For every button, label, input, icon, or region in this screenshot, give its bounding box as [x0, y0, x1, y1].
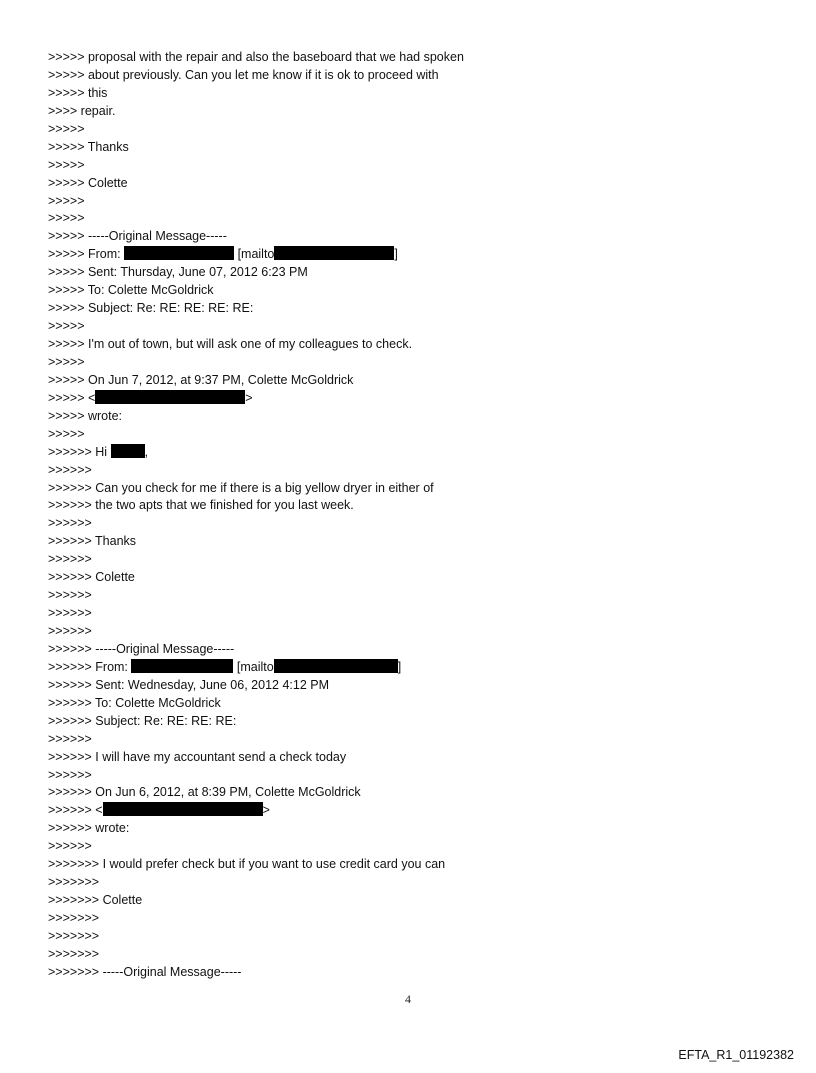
- line-text: >: [245, 390, 253, 405]
- email-line: [48, 175, 768, 193]
- line-text: >>>>>> -----Original Message-----: [48, 641, 235, 656]
- line-text: >>>>>>>: [48, 946, 100, 961]
- line-text: >>>>> -----Original Message-----: [48, 229, 227, 244]
- line-text: >>>>>>>: [48, 928, 100, 943]
- email-line: [48, 569, 768, 587]
- line-text: >>>>>>> -----Original Message-----: [48, 964, 242, 979]
- line-text: >>>>>>>: [48, 875, 100, 890]
- line-text: >>>>>>: [48, 839, 92, 854]
- line-text: >>>>>>: [48, 767, 92, 782]
- line-text: >: [262, 803, 270, 818]
- line-text: >>>>> From:: [48, 247, 125, 262]
- line-text: >>>>>>> Colette: [48, 893, 143, 908]
- email-line: [48, 767, 768, 785]
- line-text: >>>>>>: [48, 552, 92, 567]
- line-text: >>>>>: [48, 121, 85, 136]
- email-line: [48, 67, 768, 85]
- email-line: [48, 551, 768, 569]
- email-line: [48, 372, 768, 390]
- email-line: [48, 641, 768, 659]
- line-text: >>>>>>> I would prefer check but if you want to use credit card you can: [48, 857, 446, 872]
- email-line: [48, 533, 768, 551]
- line-text: >>>>> this: [48, 85, 108, 100]
- redaction-box: [103, 802, 263, 816]
- email-line: [48, 390, 768, 408]
- email-line: [48, 695, 768, 713]
- line-text: >>>>>: [48, 157, 85, 172]
- line-text: >>>>> Subject: Re: RE: RE: RE: RE:: [48, 301, 254, 316]
- email-line: [48, 318, 768, 336]
- line-text: >>>>>>>: [48, 911, 100, 925]
- email-line: [48, 946, 768, 964]
- line-text: >>>> repair.: [48, 103, 116, 118]
- email-line: [48, 103, 768, 121]
- line-text: >>>>> proposal with the repair and also the baseboard that we had spoken: [48, 50, 464, 64]
- line-text: >>>>>> To: Colette McGoldrick: [48, 695, 221, 710]
- line-text: >>>>> <: [48, 390, 96, 405]
- email-line: [48, 264, 768, 282]
- redaction-box: [111, 444, 145, 458]
- email-line: [48, 497, 768, 515]
- line-text: >>>>>> the two apts that we finished for you last week.: [48, 498, 354, 513]
- email-line: [48, 838, 768, 856]
- email-line: [48, 713, 768, 731]
- document-id: EFTA_R1_01192382: [678, 1048, 794, 1062]
- email-line: [48, 677, 768, 695]
- line-text: >>>>>>: [48, 731, 92, 746]
- line-text: >>>>> I'm out of town, but will ask one of my colleagues to check.: [48, 337, 413, 351]
- email-line: [48, 336, 768, 354]
- email-line: [48, 515, 768, 533]
- email-line: [48, 426, 768, 444]
- line-text: >>>>>> Subject: Re: RE: RE: RE:: [48, 713, 237, 728]
- line-text: >>>>>> I will have my accountant send a check today: [48, 749, 347, 764]
- email-line: [48, 193, 768, 211]
- email-line: [48, 964, 768, 982]
- email-line: [48, 659, 768, 677]
- redaction-box: [274, 659, 398, 673]
- line-text: >>>>>>: [48, 516, 92, 531]
- line-text: >>>>>>: [48, 606, 92, 621]
- line-text: >>>>>> Colette: [48, 570, 135, 585]
- redaction-box: [131, 659, 233, 673]
- line-text: >>>>>>: [48, 462, 92, 477]
- email-line: [48, 802, 768, 820]
- line-text: >>>>>> <: [48, 803, 103, 818]
- line-text: ,: [144, 444, 149, 459]
- line-text: >>>>> On Jun 7, 2012, at 9:37 PM, Colette McGoldrick: [48, 372, 354, 387]
- line-text: >>>>>> Hi: [48, 444, 111, 459]
- email-line: [48, 892, 768, 910]
- redaction-box: [124, 246, 234, 260]
- email-line: [48, 820, 768, 838]
- email-line: [48, 587, 768, 605]
- email-line: [48, 480, 768, 498]
- line-text: >>>>>>: [48, 624, 92, 638]
- email-line: [48, 749, 768, 767]
- email-line: [48, 228, 768, 246]
- email-line: [48, 157, 768, 175]
- email-thread-text: [48, 49, 768, 982]
- line-text: ]: [397, 659, 402, 674]
- line-text: >>>>> Colette: [48, 175, 128, 190]
- redaction-box: [95, 390, 245, 404]
- email-line: [48, 49, 768, 67]
- line-text: >>>>>: [48, 211, 85, 226]
- email-line: [48, 408, 768, 426]
- email-line: [48, 121, 768, 139]
- email-line: [48, 605, 768, 623]
- line-text: >>>>> Thanks: [48, 139, 129, 154]
- line-text: >>>>>: [48, 193, 85, 208]
- line-text: >>>>> about previously. Can you let me know if it is ok to proceed with: [48, 67, 439, 82]
- line-text: >>>>>> Can you check for me if there is a big yellow dryer in either of: [48, 480, 434, 495]
- line-text: ]: [394, 247, 398, 262]
- line-text: >>>>>> Thanks: [48, 534, 137, 549]
- email-line: [48, 856, 768, 874]
- redaction-box: [274, 246, 394, 260]
- line-text: [mailto: [233, 659, 274, 674]
- email-line: [48, 85, 768, 103]
- line-text: [mailto: [234, 247, 275, 262]
- line-text: >>>>>> On Jun 6, 2012, at 8:39 PM, Colette McGoldrick: [48, 785, 361, 800]
- email-line: [48, 444, 768, 462]
- email-line: [48, 874, 768, 892]
- line-text: >>>>> Sent: Thursday, June 07, 2012 6:23 PM: [48, 265, 308, 280]
- line-text: >>>>>: [48, 426, 85, 441]
- email-line: [48, 246, 768, 264]
- email-line: [48, 354, 768, 372]
- line-text: >>>>>> From:: [48, 659, 132, 674]
- email-line: [48, 731, 768, 749]
- email-line: [48, 282, 768, 300]
- line-text: >>>>>>: [48, 588, 92, 603]
- line-text: >>>>>: [48, 354, 85, 369]
- line-text: >>>>> To: Colette McGoldrick: [48, 283, 214, 298]
- email-line: [48, 784, 768, 802]
- email-line: [48, 928, 768, 946]
- email-line: [48, 300, 768, 318]
- email-line: [48, 462, 768, 480]
- email-line: [48, 139, 768, 157]
- page-number: 4: [405, 992, 411, 1006]
- line-text: >>>>>> wrote:: [48, 821, 130, 836]
- line-text: >>>>>: [48, 319, 85, 334]
- email-line: [48, 623, 768, 641]
- line-text: >>>>> wrote:: [48, 408, 123, 423]
- line-text: >>>>>> Sent: Wednesday, June 06, 2012 4:12 PM: [48, 677, 329, 692]
- email-line: [48, 910, 768, 928]
- email-line: [48, 210, 768, 228]
